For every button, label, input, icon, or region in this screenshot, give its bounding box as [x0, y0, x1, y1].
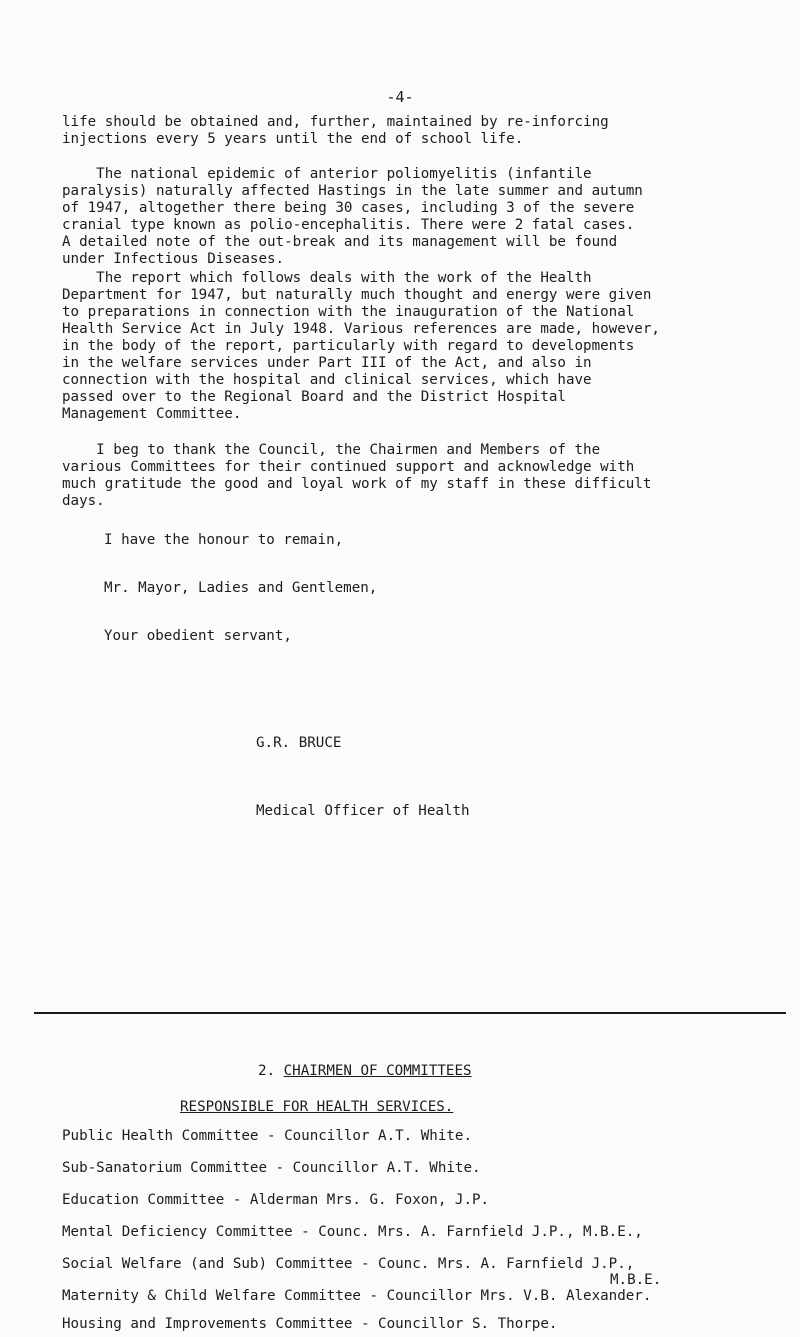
text-line: connection with the hospital and clinical services, which have — [62, 372, 592, 388]
text-line: passed over to the Regional Board and the District Hospital — [62, 389, 566, 405]
text-line: cranial type known as polio-encephalitis. There were 2 fatal cases. — [62, 217, 635, 233]
signature-title: Medical Officer of Health — [256, 803, 470, 819]
committee-entry: Public Health Committee - Councillor A.T. White. — [62, 1128, 472, 1144]
text-line: Management Committee. — [62, 406, 242, 422]
closing-servant: Your obedient servant, — [104, 628, 292, 644]
committee-entry: Education Committee - Alderman Mrs. G. Foxon, J.P. — [62, 1192, 490, 1208]
closing-remain: I have the honour to remain, — [104, 532, 344, 548]
text-line: Department for 1947, but naturally much thought and energy were given — [62, 287, 652, 303]
closing-salutation: Mr. Mayor, Ladies and Gentlemen, — [104, 580, 378, 596]
text-line: various Committees for their continued support and acknowledge with — [62, 459, 635, 475]
section-title: CHAIRMEN OF COMMITTEES — [283, 1063, 472, 1079]
text-line: A detailed note of the out-break and its management will be found — [62, 234, 618, 250]
paragraph-thanks — [62, 442, 762, 510]
committee-entry: Sub-Sanatorium Committee - Councillor A.T. White. — [62, 1160, 481, 1176]
text-line: much gratitude the good and loyal work of my staff in these difficult — [62, 476, 652, 492]
section-number: 2. — [258, 1063, 276, 1079]
paragraph-report — [62, 270, 762, 423]
committee-entry-continuation: M.B.E. — [610, 1272, 662, 1288]
paragraph-poliomyelitis — [62, 166, 762, 268]
paragraph-injections — [62, 114, 762, 148]
section-heading — [258, 1063, 472, 1079]
page-number: -4- — [386, 88, 414, 106]
committee-entry: Social Welfare (and Sub) Committee - Counc. Mrs. A. Farnfield J.P., — [62, 1256, 635, 1272]
section-divider — [34, 1012, 786, 1014]
text-line: The report which follows deals with the work of the Health — [62, 270, 592, 286]
text-line: I beg to thank the Council, the Chairmen and Members of the — [62, 442, 601, 458]
committee-entry: Maternity & Child Welfare Committee - Councillor Mrs. V.B. Alexander. — [62, 1288, 652, 1304]
signature-name: G.R. BRUCE — [256, 735, 342, 751]
text-line: life should be obtained and, further, maintained by re-inforcing — [62, 114, 609, 130]
text-line: in the welfare services under Part III of the Act, and also in — [62, 355, 592, 371]
text-line: in the body of the report, particularly with regard to developments — [62, 338, 635, 354]
text-line: Health Service Act in July 1948. Various references are made, however, — [62, 321, 660, 337]
text-line: under Infectious Diseases. — [62, 251, 285, 267]
text-line: paralysis) naturally affected Hastings in the late summer and autumn — [62, 183, 643, 199]
text-line: injections every 5 years until the end of school life. — [62, 131, 524, 147]
text-line: days. — [62, 493, 105, 509]
text-line: The national epidemic of anterior poliomyelitis (infantile — [62, 166, 592, 182]
text-line: to preparations in connection with the inauguration of the National — [62, 304, 635, 320]
section-subtitle: RESPONSIBLE FOR HEALTH SERVICES. — [180, 1099, 454, 1115]
committee-entry: Housing and Improvements Committee - Councillor S. Thorpe. — [62, 1316, 558, 1332]
committee-entry: Mental Deficiency Committee - Counc. Mrs. A. Farnfield J.P., M.B.E., — [62, 1224, 643, 1240]
text-line: of 1947, altogether there being 30 cases, including 3 of the severe — [62, 200, 635, 216]
